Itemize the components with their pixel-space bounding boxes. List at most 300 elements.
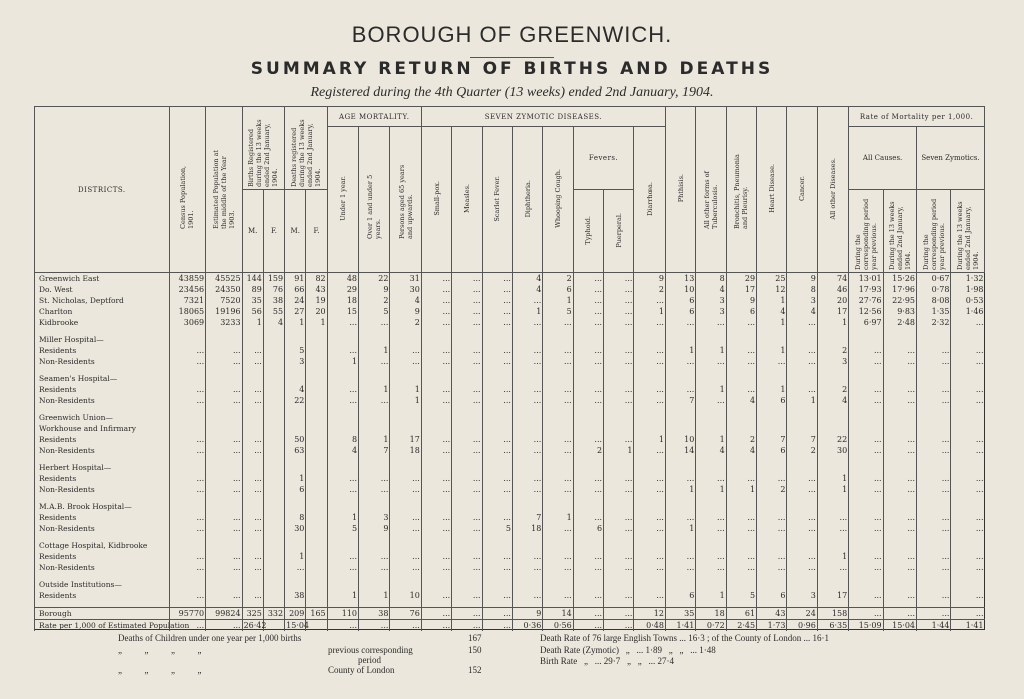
cell: 91: [285, 273, 306, 285]
cell: ...: [849, 345, 883, 356]
cell: 22: [817, 434, 848, 445]
cell: ...: [696, 395, 726, 406]
cell: [817, 373, 848, 384]
cell: ...: [482, 620, 512, 632]
cell: ...: [726, 562, 756, 573]
whooping-header: Whooping Cough.: [543, 127, 573, 273]
cell: [452, 412, 482, 423]
cell: [482, 501, 512, 512]
cell: ...: [327, 484, 358, 495]
footer-death-rate: Death Rate of 76 large English Towns ... 16·3 ; of the County of London ... 16·1: [540, 633, 829, 643]
cell: ...: [917, 562, 951, 573]
cell: ...: [482, 434, 512, 445]
cell: 14: [665, 445, 695, 456]
cell: ...: [421, 317, 451, 328]
births-f-header: F.: [263, 190, 284, 273]
cell: ...: [421, 473, 451, 484]
cell: [696, 579, 726, 590]
cell: 13·01: [849, 273, 883, 285]
cell: ...: [512, 473, 542, 484]
cell: 1: [242, 317, 263, 328]
cell: [917, 462, 951, 473]
cell: [665, 579, 695, 590]
cell: ...: [543, 590, 573, 601]
cell: [206, 334, 242, 345]
table-row: [35, 590, 985, 601]
cell: 4: [757, 306, 787, 317]
cell: ...: [482, 273, 512, 285]
cell: 50: [285, 434, 306, 445]
cell: 2·45: [726, 620, 756, 632]
cell: ...: [883, 484, 916, 495]
cell: [726, 579, 756, 590]
cell: [263, 540, 284, 551]
cell: ...: [482, 445, 512, 456]
district-name: Residents: [35, 551, 170, 562]
cell: 1: [757, 384, 787, 395]
cell: ...: [206, 562, 242, 573]
cell: [242, 462, 263, 473]
cell: ...: [917, 384, 951, 395]
cell: ...: [787, 551, 817, 562]
cell: [263, 345, 284, 356]
cell: 1: [696, 590, 726, 601]
cell: [421, 540, 451, 551]
cell: 6: [573, 523, 603, 534]
cell: [206, 423, 242, 434]
cell: ...: [452, 512, 482, 523]
cell: ...: [482, 473, 512, 484]
cell: ...: [327, 551, 358, 562]
cell: ...: [757, 356, 787, 367]
cell: [482, 412, 512, 423]
cell: [421, 373, 451, 384]
cell: ...: [951, 345, 985, 356]
cell: 4: [327, 445, 358, 456]
cell: ...: [452, 317, 482, 328]
cell: 17: [726, 284, 756, 295]
cell: [206, 540, 242, 551]
table-row: [35, 384, 985, 395]
cell: ...: [543, 434, 573, 445]
cell: [285, 462, 306, 473]
cell: [849, 373, 883, 384]
cell: 5: [285, 345, 306, 356]
cell: ...: [452, 551, 482, 562]
cell: [390, 423, 421, 434]
cell: 24: [787, 608, 817, 620]
cell: [327, 462, 358, 473]
cell: ...: [696, 551, 726, 562]
cell: ...: [787, 484, 817, 495]
cell: ...: [757, 512, 787, 523]
cell: [696, 334, 726, 345]
cell: 1·41: [951, 620, 985, 632]
cell: ...: [512, 317, 542, 328]
cell: [634, 501, 665, 512]
cell: ...: [359, 484, 390, 495]
cell: [306, 590, 327, 601]
cell: 7: [512, 512, 542, 523]
cell: ...: [390, 356, 421, 367]
cell: [634, 462, 665, 473]
cell: [512, 501, 542, 512]
cell: [390, 462, 421, 473]
cell: ...: [849, 484, 883, 495]
cell: ...: [242, 434, 263, 445]
cell: 6: [543, 284, 573, 295]
cell: ...: [849, 445, 883, 456]
cell: 8: [285, 512, 306, 523]
cell: 43: [306, 284, 327, 295]
cell: 6: [757, 590, 787, 601]
cell: 2: [817, 384, 848, 395]
cell: ...: [696, 512, 726, 523]
cell: ...: [452, 284, 482, 295]
cell: 15·04: [883, 620, 916, 632]
cell: [951, 373, 985, 384]
cell: ...: [421, 484, 451, 495]
cell: 10: [665, 434, 695, 445]
cell: 1·73: [757, 620, 787, 632]
cell: 2: [573, 445, 603, 456]
cell: 6: [757, 445, 787, 456]
cell: ...: [787, 512, 817, 523]
cell: 14: [543, 608, 573, 620]
cell: [263, 473, 284, 484]
cell: ...: [573, 284, 603, 295]
cell: [883, 423, 916, 434]
table-row: [35, 356, 985, 367]
cell: ...: [242, 395, 263, 406]
cell: ...: [421, 551, 451, 562]
cell: [263, 579, 284, 590]
cell: ...: [512, 384, 542, 395]
cell: [327, 373, 358, 384]
all-prev-header: During the corresponding period year previous.: [849, 190, 883, 273]
cell: 22·95: [883, 295, 916, 306]
cell: [604, 501, 634, 512]
cell: [512, 462, 542, 473]
cell: 55: [263, 306, 284, 317]
cell: 0·48: [634, 620, 665, 632]
cell: [263, 512, 284, 523]
cell: [263, 412, 284, 423]
cell: ...: [242, 590, 263, 601]
cell: [696, 373, 726, 384]
cell: ...: [359, 562, 390, 573]
cell: 1: [696, 384, 726, 395]
cell: [169, 501, 205, 512]
cell: ...: [421, 562, 451, 573]
cell: [917, 501, 951, 512]
cell: [634, 540, 665, 551]
cell: ...: [849, 562, 883, 573]
cell: 7: [787, 434, 817, 445]
district-name: Rate per 1,000 of Estimated Population: [35, 620, 170, 632]
cell: ...: [543, 317, 573, 328]
cell: 7: [757, 434, 787, 445]
cell: ...: [787, 345, 817, 356]
cell: 2·32: [917, 317, 951, 328]
cell: ...: [849, 473, 883, 484]
cell: [665, 501, 695, 512]
cell: ...: [787, 562, 817, 573]
cell: ...: [757, 523, 787, 534]
cell: [306, 540, 327, 551]
cell: 144: [242, 273, 263, 285]
cell: [665, 540, 695, 551]
cell: [543, 412, 573, 423]
footer-birth-rate: Birth Rate „ ... 29·7 „ „ ... 27·4: [540, 656, 674, 666]
cell: 165: [306, 608, 327, 620]
cell: 35: [242, 295, 263, 306]
table-row: [35, 284, 985, 295]
cell: 9: [390, 306, 421, 317]
cell: 17·96: [883, 284, 916, 295]
cell: [359, 412, 390, 423]
cell: ...: [917, 484, 951, 495]
cell: [390, 334, 421, 345]
cell: [787, 334, 817, 345]
cell: 159: [263, 273, 284, 285]
cell: ...: [634, 551, 665, 562]
cell: 76: [263, 284, 284, 295]
cell: [206, 373, 242, 384]
cell: [306, 523, 327, 534]
cell: [543, 462, 573, 473]
cell: [482, 334, 512, 345]
district-name: Miller Hospital—: [35, 334, 170, 345]
cell: [951, 579, 985, 590]
cell: [951, 412, 985, 423]
table-row: [35, 345, 985, 356]
district-name: Residents: [35, 384, 170, 395]
cell: ...: [242, 484, 263, 495]
cell: 3: [696, 306, 726, 317]
diphtheria-header: Diphtheria.: [512, 127, 542, 273]
cell: ...: [604, 551, 634, 562]
cell: [306, 562, 327, 573]
cell: 1·32: [951, 273, 985, 285]
cell: [817, 540, 848, 551]
cell: ...: [951, 512, 985, 523]
cell: 24350: [206, 284, 242, 295]
cell: [452, 373, 482, 384]
cell: 332: [263, 608, 284, 620]
cell: 8: [696, 273, 726, 285]
cell: [883, 501, 916, 512]
cell: ...: [452, 608, 482, 620]
cell: ...: [573, 484, 603, 495]
cell: 5: [726, 590, 756, 601]
cell: 1: [665, 484, 695, 495]
cell: [263, 551, 284, 562]
cell: ...: [482, 395, 512, 406]
cell: ...: [665, 512, 695, 523]
cell: ...: [573, 512, 603, 523]
district-name: Workhouse and Infirmary: [35, 423, 170, 434]
cell: 4: [696, 284, 726, 295]
cell: ...: [359, 473, 390, 484]
cell: 22: [359, 273, 390, 285]
cell: ...: [169, 590, 205, 601]
cell: [573, 373, 603, 384]
cell: 17: [390, 434, 421, 445]
cell: 30: [390, 284, 421, 295]
cell: [817, 423, 848, 434]
cell: ...: [665, 317, 695, 328]
cell: 2: [359, 295, 390, 306]
section-heading-row: [35, 540, 985, 551]
cell: ...: [359, 551, 390, 562]
cell: [306, 434, 327, 445]
cell: 63: [285, 445, 306, 456]
table-row: [35, 473, 985, 484]
page-title: BOROUGH OF GREENWICH.: [351, 22, 673, 47]
cell: [306, 395, 327, 406]
cancer-header: Cancer.: [787, 107, 817, 273]
cell: ...: [951, 473, 985, 484]
cell: ...: [512, 356, 542, 367]
cell: ...: [917, 551, 951, 562]
puerperal-header: Puerperal.: [604, 190, 634, 273]
cell: [883, 462, 916, 473]
cell: [482, 423, 512, 434]
cell: 158: [817, 608, 848, 620]
cell: 1: [665, 345, 695, 356]
cell: 1: [390, 395, 421, 406]
cell: 1·46: [951, 306, 985, 317]
district-name: Cottage Hospital, Kidbrooke: [35, 540, 170, 551]
cell: ...: [327, 620, 358, 632]
cell: ...: [421, 608, 451, 620]
cell: [634, 579, 665, 590]
cell: 3: [696, 295, 726, 306]
cell: ...: [512, 562, 542, 573]
cell: 9: [512, 608, 542, 620]
cell: 7520: [206, 295, 242, 306]
cell: [169, 579, 205, 590]
cell: [421, 412, 451, 423]
cell: 1: [634, 306, 665, 317]
cell: ...: [543, 356, 573, 367]
cell: ...: [206, 484, 242, 495]
all-causes-header: All Causes.: [849, 127, 917, 190]
cell: ...: [482, 284, 512, 295]
table-row: [35, 523, 985, 534]
cell: 2: [757, 484, 787, 495]
cell: ...: [634, 484, 665, 495]
phthisis-header: Phthisis.: [665, 107, 695, 273]
cell: [604, 462, 634, 473]
cell: 38: [359, 608, 390, 620]
cell: [206, 579, 242, 590]
cell: [285, 373, 306, 384]
cell: [573, 412, 603, 423]
cell: ...: [242, 523, 263, 534]
district-name: Charlton: [35, 306, 170, 317]
cell: ...: [482, 306, 512, 317]
cell: 74: [817, 273, 848, 285]
cell: [285, 540, 306, 551]
cell: [327, 540, 358, 551]
cell: ...: [543, 345, 573, 356]
cell: 45525: [206, 273, 242, 285]
cell: [849, 501, 883, 512]
cell: ...: [883, 512, 916, 523]
cell: ...: [604, 317, 634, 328]
cell: ...: [604, 484, 634, 495]
cell: ...: [573, 590, 603, 601]
cell: ...: [452, 445, 482, 456]
cell: [390, 412, 421, 423]
cell: ...: [604, 590, 634, 601]
cell: [327, 412, 358, 423]
cell: ...: [573, 306, 603, 317]
district-name: M.A.B. Brook Hospital—: [35, 501, 170, 512]
cell: ...: [634, 590, 665, 601]
cell: ...: [849, 608, 883, 620]
cell: 9: [359, 523, 390, 534]
cell: ...: [757, 551, 787, 562]
cell: ...: [951, 445, 985, 456]
cell: 6: [665, 306, 695, 317]
cell: ...: [169, 384, 205, 395]
cell: 1·41: [665, 620, 695, 632]
cell: ...: [543, 551, 573, 562]
cell: 29: [327, 284, 358, 295]
cell: [306, 579, 327, 590]
cell: [285, 334, 306, 345]
diarrhoea-header: Diarrhœa.: [634, 127, 665, 273]
measles-header: Measles.: [452, 127, 482, 273]
cell: 1: [726, 484, 756, 495]
cell: ...: [849, 356, 883, 367]
smallpox-header: Small-pox.: [421, 127, 451, 273]
cell: ...: [787, 356, 817, 367]
cell: [452, 423, 482, 434]
cell: ...: [390, 484, 421, 495]
cell: ...: [452, 562, 482, 573]
cell: ...: [452, 295, 482, 306]
district-name: Non-Residents: [35, 395, 170, 406]
tubercular-header: All other forms of Tuberculosis.: [696, 107, 726, 273]
cell: [263, 501, 284, 512]
cell: ...: [917, 434, 951, 445]
cell: [951, 462, 985, 473]
cell: ...: [421, 434, 451, 445]
cell: ...: [757, 473, 787, 484]
cell: 82: [306, 273, 327, 285]
heart-header: Heart Disease.: [757, 107, 787, 273]
cell: [817, 579, 848, 590]
cell: ...: [573, 608, 603, 620]
district-name: Non-Residents: [35, 356, 170, 367]
district-name: Residents: [35, 590, 170, 601]
cell: ...: [634, 384, 665, 395]
cell: [285, 423, 306, 434]
cell: ...: [242, 551, 263, 562]
cell: ...: [817, 512, 848, 523]
cell: ...: [849, 523, 883, 534]
cell: [285, 501, 306, 512]
cell: ...: [604, 620, 634, 632]
cell: ...: [390, 620, 421, 632]
cell: ...: [543, 562, 573, 573]
cell: 15·26: [883, 273, 916, 285]
cell: 18065: [169, 306, 205, 317]
